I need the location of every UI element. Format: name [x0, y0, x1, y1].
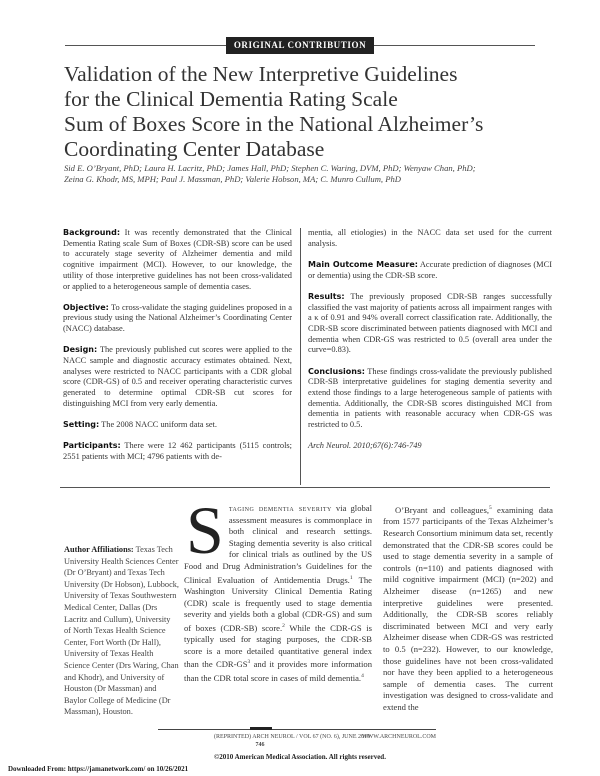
- abstract-results: [308, 292, 552, 356]
- reference[interactable]: 5: [488, 505, 492, 511]
- affiliations-text: Texas Tech University Health Sciences Center (Dr O’Bryant) and Texas Tech University (Dr Hobson), Lubbock, University of Texas Southwestern Medical Center, Dallas (Drs Lacritz and Cullum), University of North Texas Health Science Center, Fort Worth (Dr Hall), University of Texas Health Science Center (Drs Waring, Chan and Khodr), and University of Houston (Dr Massman) and Baylor College of Medicine (Dr Massman), Houston.: [64, 545, 179, 717]
- section-text: It was recently demonstrated that the Clinical Dementia Rating scale Sum of Boxes (CDR-SB) score can be used to accurately stage severity of Alzheimer dementia and mild cognitive impairment (MCI). However, to our knowledge, the utility of those interpretive guidelines has not been cross-validated or applied to a heterogeneous sample of dementia cases.: [63, 228, 292, 291]
- citation: Arch Neurol. 2010;67(6):746-749: [308, 441, 422, 451]
- abstract-setting: [63, 420, 292, 431]
- author-line: Sid E. O’Bryant, PhD; Laura H. Lacritz, PhD; James Hall, PhD; Stephen C. Waring, DVM, PhD; Wenyaw Chan, PhD;: [64, 163, 476, 173]
- section-label: Setting:: [63, 420, 100, 430]
- abstract-conclusions: [308, 367, 552, 431]
- footer-rule: [158, 729, 436, 730]
- section-label: Design:: [63, 345, 98, 355]
- section-text: The 2008 NACC uniform data set.: [99, 420, 217, 430]
- text: O’Bryant and colleagues,: [395, 504, 489, 515]
- abstract-bottom-rule: [60, 487, 550, 488]
- section-label: Background:: [63, 228, 121, 237]
- author-affiliations: [64, 544, 179, 718]
- abstract-background: [63, 228, 292, 292]
- reference[interactable]: 1: [349, 574, 353, 581]
- reference[interactable]: 2: [282, 622, 285, 629]
- abstract-right-column: [308, 228, 552, 462]
- text: and it provides more information than the CDR total score in cases of mild dementia.: [184, 659, 372, 683]
- section-label: Objective:: [63, 302, 109, 312]
- body-column-2: [383, 503, 553, 714]
- author-list: [64, 163, 544, 185]
- body-paragraph: [383, 503, 553, 714]
- text: via global assessment measures is commonplace in both clinical and research settings. Staging dementia severity is also critical for clinical trials as outlined by the US Food and Drug Administration’s Guidelines for the Clinical Evaluation of Antidementia Drugs.: [184, 503, 372, 585]
- section-label: Results:: [308, 291, 345, 301]
- download-notice: Downloaded From: https://jamanetwork.com/ on 10/26/2021: [8, 765, 189, 773]
- drop-cap: S: [186, 492, 224, 568]
- title-line: Sum of Boxes Score in the National Alzheimer’s: [64, 112, 484, 136]
- page-number: 746: [255, 742, 265, 748]
- section-label: Conclusions:: [308, 366, 365, 376]
- abstract-objective: [63, 303, 292, 335]
- section-label: ORIGINAL CONTRIBUTION: [226, 37, 374, 54]
- abstract-design: [63, 345, 292, 409]
- reference[interactable]: 4: [361, 672, 364, 679]
- copyright: ©2010 American Medical Association. All rights reserved.: [214, 753, 386, 761]
- text: examining data from 1577 participants of the Texas Alzheimer’s Research Consortium minimum data set, recently demonstrated that the CDR-SB scores could be used to stage dementia severity in a sample of controls (n=110) and patients diagnosed with mild cognitive impairment (MCI) (n=202) and Alzheimer disease (n=1265) and new interpretive guidelines were presented. Additionally, the CDR-SB scores reliably discriminated between MCI and very early Alzheimer disease when CDR-GS was restricted to 0.5 (n=232). However, to our knowledge, those guidelines have not been cross-validated nor have they been applied to a heterogeneous sample of dementia cases. The current investigation was designed to cross-validate and extend the: [383, 504, 553, 712]
- author-line: Zeina G. Khodr, MS, MPH; Paul J. Massman, PhD; Valerie Hobson, MA; C. Munro Cullum, PhD: [64, 174, 401, 184]
- section-text: Accurate prediction of diagnoses (MCI or dementia) using the CDR-SB score.: [308, 259, 552, 280]
- body-column-1: [184, 492, 372, 684]
- affiliations-label: Author Affiliations:: [64, 545, 134, 554]
- column-divider: [300, 228, 301, 485]
- text: The Washington University Clinical Dementia Rating (CDR) scale is frequently used to stage dementia severity and yields both a global (CDR-GS) and sum of boxes (CDR-SB) score.: [184, 574, 372, 633]
- article-title: [64, 62, 544, 162]
- section-text: These findings cross-validate the previously published CDR-SB interpretative guidelines for staging dementia severity and extend those findings to a large heterogeneous sample of patients with dementia. Additionally, the CDR-SB scores distinguished MCI from dementia in patients with reasonable accuracy when CDR-GS was restricted to 0.5.: [308, 366, 552, 430]
- lead-in: taging dementia severity: [228, 503, 332, 513]
- body-paragraph: [184, 492, 372, 684]
- section-text: There were 12 462 participants (5115 controls; 2551 patients with MCI; 4796 patients with de-: [63, 441, 292, 461]
- section-text: To cross-validate the staging guidelines proposed in a previous study using the National Alzheimer’s Coordinating Center (NACC) database.: [63, 302, 292, 334]
- title-line: Coordinating Center Database: [64, 137, 325, 161]
- title-line: Validation of the New Interpretive Guidelines: [64, 62, 458, 86]
- abstract-participants-cont: mentia, all etiologies) in the NACC data set used for the current analysis.: [308, 228, 552, 248]
- abstract-main-outcome: [308, 260, 552, 281]
- text: While the CDR-GS is typically used for staging purposes, the CDR-SB score is a more detailed quantitative general index than the CDR-GS: [184, 622, 372, 670]
- section-text: The previously published cut scores were applied to the NACC sample and diagnostic accuracy estimates obtained. Next, analyses were restricted to NACC participants with a CDR global score (CDR-GS) of 0.5 and receiver operating characteristic curves generated to determine optimal CDR-SB cut scores for distinguishing MCI from very early dementia.: [63, 345, 292, 408]
- title-line: for the Clinical Dementia Rating Scale: [64, 87, 398, 111]
- reference[interactable]: 3: [247, 659, 251, 666]
- section-label: Main Outcome Measure:: [308, 259, 418, 269]
- section-text: The previously proposed CDR-SB ranges successfully classified the vast majority of patients across all impairment ranges with a κ of 0.91 and 94% overall correct classification rate. Additionally, the CDR-SB score discriminated between patients diagnosed with MCI and dementia when CDR-GS was restricted to 0.5 (overall area under the curve=0.83).: [308, 291, 552, 355]
- abstract-left-column: [63, 228, 292, 473]
- journal-website[interactable]: WWW.ARCHNEUROL.COM: [361, 734, 436, 740]
- journal-info: (REPRINTED) ARCH NEUROL / VOL 67 (NO. 6), JUNE 2010: [214, 734, 370, 740]
- footer-mark: [250, 727, 272, 730]
- abstract-participants: [63, 441, 292, 462]
- section-label: Participants:: [63, 441, 121, 451]
